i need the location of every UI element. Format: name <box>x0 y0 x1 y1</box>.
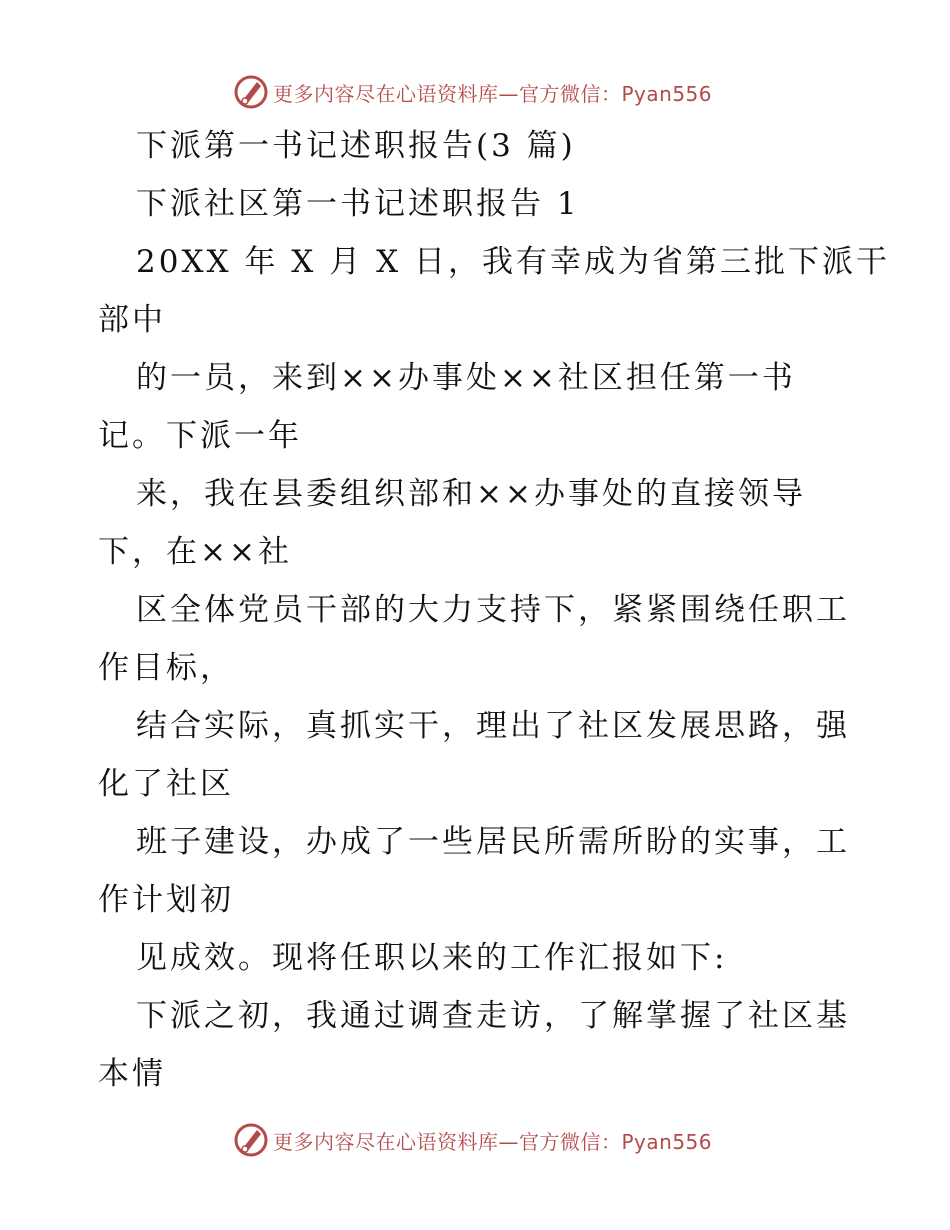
paragraph-line: 作目标， <box>98 650 234 686</box>
paragraph-line: 作计划初 <box>98 882 234 918</box>
header-watermark <box>233 72 712 112</box>
paragraph-line: 区全体党员干部的大力支持下，紧紧围绕任职工 <box>136 592 850 628</box>
watermark-text: 更多内容尽在心语资料库—官方微信：Pyan556 <box>273 1129 713 1154</box>
paragraph-line: 的一员，来到××办事处××社区担任第一书 <box>136 360 796 396</box>
paragraph-line: 结合实际，真抓实干，理出了社区发展思路，强 <box>136 708 850 744</box>
paragraph-line: 下派之初，我通过调查走访，了解掌握了社区基 <box>136 998 850 1034</box>
paragraph-line: 部中 <box>98 302 166 338</box>
paragraph-line: 化了社区 <box>98 766 234 802</box>
watermark-text: 更多内容尽在心语资料库—官方微信：Pyan556 <box>273 81 713 106</box>
paragraph-line: 班子建设，办成了一些居民所需所盼的实事，工 <box>136 824 850 860</box>
document-subtitle: 下派社区第一书记述职报告 1 <box>136 186 580 222</box>
paragraph-line: 20XX 年 X 月 X 日，我有幸成为省第三批下派干 <box>136 244 890 280</box>
paragraph-line: 下，在××社 <box>98 534 292 570</box>
paragraph-line: 本情 <box>98 1056 166 1092</box>
paragraph-line: 见成效。现将任职以来的工作汇报如下: <box>136 940 728 976</box>
paragraph-line: 来，我在县委组织部和××办事处的直接领导 <box>136 476 806 512</box>
paragraph-line: 记。下派一年 <box>98 418 302 454</box>
pen-logo-icon <box>233 1122 269 1158</box>
pen-logo-icon <box>233 74 269 110</box>
document-title: 下派第一书记述职报告(3 篇) <box>136 128 576 164</box>
footer-watermark <box>233 1120 712 1160</box>
